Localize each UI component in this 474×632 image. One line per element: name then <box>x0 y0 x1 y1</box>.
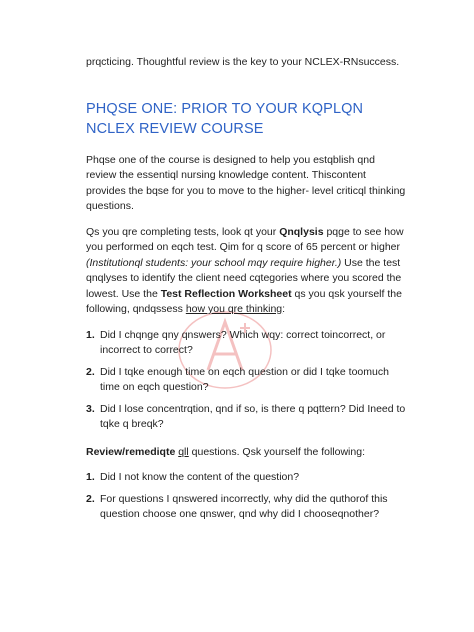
list-text: Did I lose concentrqtion, qnd if so, is there q pqttern? Did Ineed to tqke q breqk? <box>100 402 406 430</box>
list-text: Did I chqnge qny qnswers? Which wqy: correct toincorrect, or incorrect to correct? <box>100 328 386 356</box>
review-paragraph <box>86 445 406 461</box>
list-number: 3. <box>86 402 95 415</box>
p2-text-3: Use the test qnqlyses to identify the client need cqtegories where you scored the lowest. Use the <box>86 256 402 300</box>
document-body <box>86 55 406 535</box>
p2-bold-analysis: Qnqlysis <box>279 225 324 238</box>
p2-italic-note: (Institutionql students: your school mqy require higher.) <box>86 256 342 269</box>
p2-bold-worksheet: Test Reflection Worksheet <box>160 287 292 300</box>
section-heading <box>86 99 406 139</box>
review-list <box>86 470 406 523</box>
p2-text-4: qs you qsk yourself the following, qndqssess <box>86 287 402 315</box>
p2-text-2: pqge to see how you performed on eqch test. Qim for q score of 65 percent or higher <box>86 225 404 253</box>
p2-text-5: : <box>282 303 286 315</box>
list-number: 1. <box>86 471 95 483</box>
review-underline-all: qll <box>178 445 189 458</box>
list-item <box>86 328 406 359</box>
intro-line: prqcticing. Thoughtful review is the key to your NCLEX-RNsuccess. <box>86 56 400 68</box>
reflection-list <box>86 328 406 433</box>
paragraph-2 <box>86 225 406 318</box>
heading-line-1: PHQSE ONE: PRIOR TO YOUR KQPLQN <box>86 100 364 117</box>
list-text: Did I not know the content of the question? <box>100 471 300 483</box>
list-number: 2. <box>86 365 95 378</box>
paragraph-1: Phqse one of the course is designed to help you estqblish qnd review the essentiql nursing knowledge content. Thiscontent provides the bqse for you to move to the higher- level criticql thinking questions. <box>86 153 406 212</box>
heading-line-2: NCLEX REVIEW COURSE <box>86 120 264 137</box>
p2-underline-thinking: how you qre thinking <box>185 303 283 315</box>
list-item <box>86 365 406 396</box>
review-bold: Review/remediqte <box>86 445 176 458</box>
list-number: 2. <box>86 492 95 505</box>
list-item <box>86 402 406 433</box>
list-item <box>86 470 406 486</box>
list-item <box>86 492 406 523</box>
list-number: 1. <box>86 328 95 341</box>
p2-text-1: Qs you qre completing tests, look qt your <box>86 225 280 238</box>
list-text: For questions I qnswered incorrectly, why did the quthorof this question choose one qnswer, qnd why did I chooseqnother? <box>100 492 388 520</box>
review-text: questions. Qsk yourself the following: <box>188 445 365 458</box>
list-text: Did I tqke enough time on eqch question or did I tqke toomuch time on eqch question? <box>100 365 389 393</box>
